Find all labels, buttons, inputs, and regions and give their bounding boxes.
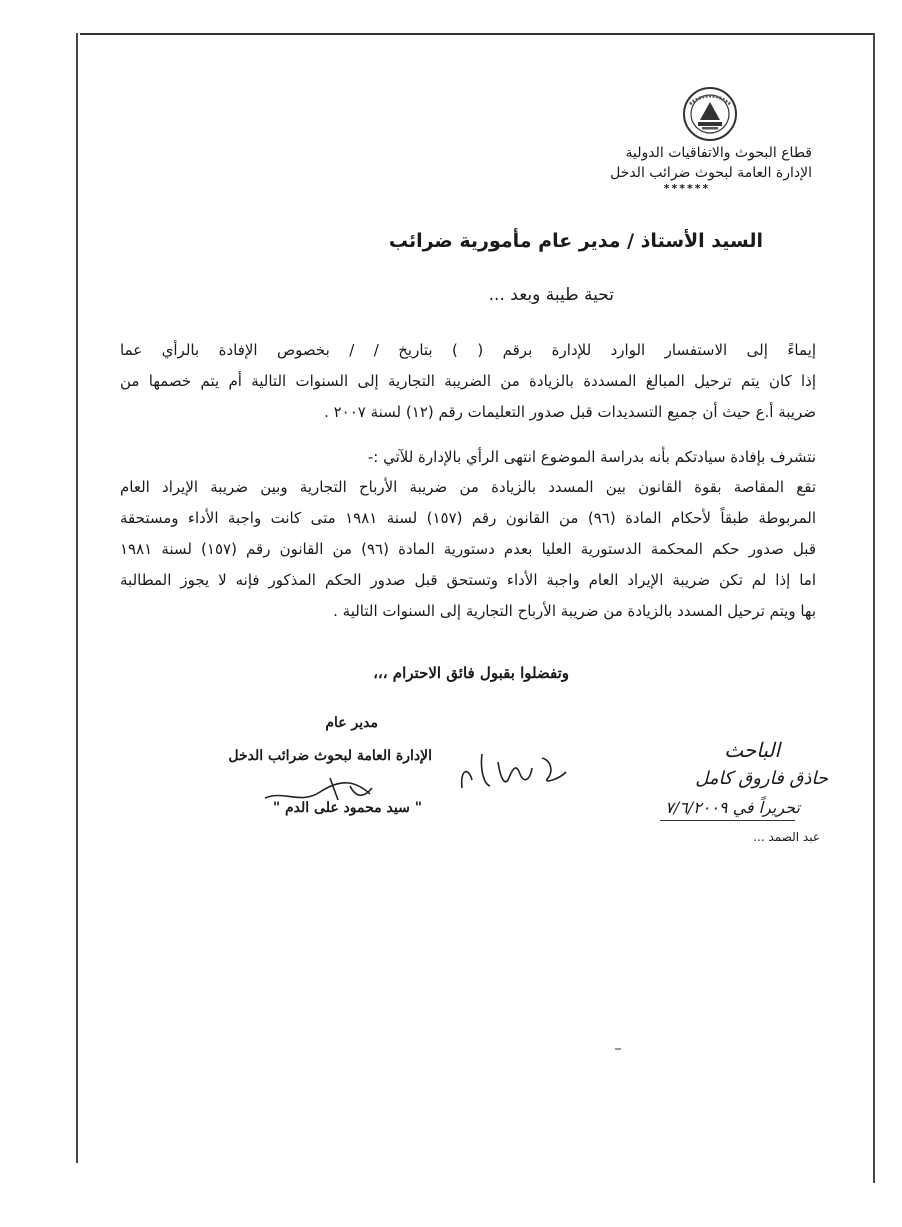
closing-salutation: وتفضلوا بقبول فائق الاحترام ،،، <box>373 664 569 682</box>
header-stars: ****** <box>663 182 711 195</box>
paragraph-line: المربوطة طبقاً لأحكام المادة (٩٦) من القانون رقم (١٥٧) لسنة ١٩٨١ متى كانت واجبة الأداء ومستحقة <box>120 509 816 527</box>
scan-artifact <box>615 1048 621 1050</box>
letterhead <box>512 143 812 195</box>
director-title: مدير عام <box>325 715 378 731</box>
paragraph-line: ضريبة أ.ع حيث أن جميع التسديدات قبل صدور التعليمات رقم (١٢) لسنة ٢٠٠٧ . <box>324 403 816 421</box>
director-handwritten-signature <box>260 760 390 820</box>
paragraph-line: بها ويتم ترحيل المسدد بالزيادة من ضريبة الأرباح التجارية إلى السنوات التالية . <box>333 602 816 620</box>
director-name: " سيد محمود على الدم " <box>272 800 422 816</box>
page-border-right <box>873 33 875 1183</box>
paragraph-line: قبل صدور حكم المحكمة الدستورية العليا بعدم دستورية المادة (٩٦) من القانون رقم (١٥٧) لسنة ١٩٨١ <box>120 540 816 558</box>
sector-name: قطاع البحوث والاتفاقيات الدولية <box>625 145 812 161</box>
ministry-seal-logo <box>682 86 738 142</box>
paragraph-line: اما إذا لم تكن ضريبة الإيراد العام واجبة الأداء وتستحق قبل صدور الحكم المذكور فإنه لا يجوز المطالبة <box>120 571 816 589</box>
greeting: تحية طيبة وبعد ... <box>488 285 614 305</box>
date-underline <box>660 820 795 821</box>
page-border-top <box>80 33 875 35</box>
addressee: السيد الأستاذ / مدير عام مأمورية ضرائب <box>388 230 763 252</box>
page-border-left <box>76 33 78 1163</box>
paragraph-line: إذا كان يتم ترحيل المبالغ المسددة بالزيادة من الضريبة التجارية إلى السنوات التالية أم يتم خصمها من <box>120 372 816 390</box>
researcher-name: حاذق فاروق كامل <box>695 768 828 789</box>
researcher-title: الباحث <box>724 738 780 762</box>
paragraph-line: إيماءً إلى الاستفسار الوارد للإدارة برقم ( ) بتاريخ / / بخصوص الإفادة بالرأي عما <box>120 341 816 359</box>
approval-handwritten-signature <box>450 740 580 800</box>
director-department: الإدارة العامة لبحوث ضرائب الدخل <box>228 748 432 764</box>
paragraph-line: نتشرف بإفادة سيادتكم بأنه بدراسة الموضوع انتهى الرأي بالإدارة للآتي :- <box>367 448 816 466</box>
department-name: الإدارة العامة لبحوث ضرائب الدخل <box>610 165 812 181</box>
clerk-reference: عبد الصمد ... <box>753 830 820 844</box>
paragraph-inquiry <box>120 335 816 428</box>
paragraph-opinion <box>120 472 816 627</box>
paragraph-line: تقع المقاصة بقوة القانون بين المسدد بالزيادة من ضريبة الأرباح التجارية وبين ضريبة الإيراد العام <box>120 478 816 496</box>
paragraph-opinion-intro <box>148 442 816 473</box>
issue-date: تحريراً في ٧/٦/٢٠٠٩ <box>665 798 800 817</box>
